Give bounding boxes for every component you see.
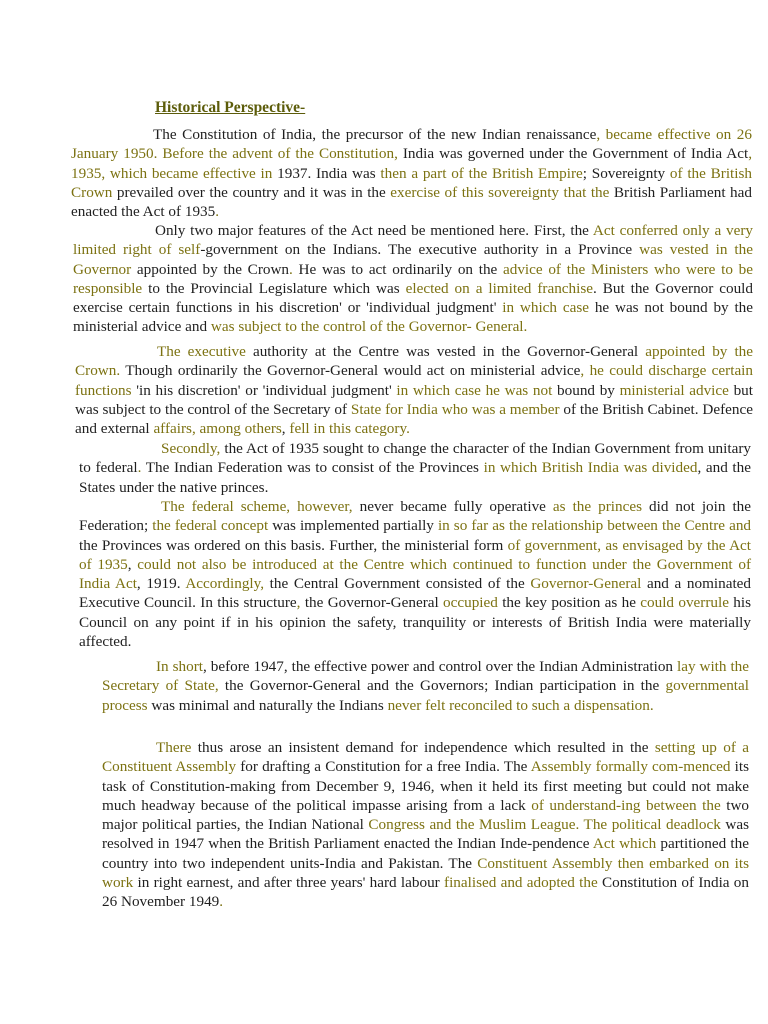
text-run: in which British India was divided xyxy=(483,459,698,477)
text-run: , he could discharge certain functions xyxy=(75,362,753,399)
text-run: , before 1947, the effective power and control over the Indian Administration xyxy=(202,658,677,675)
text-run: ministerial advice xyxy=(619,381,734,399)
text-run: in right earnest, and after three years' hard labour xyxy=(137,874,445,892)
text-run: for drafting a Constitution for a free India. The xyxy=(240,758,531,776)
text-run: the key position as he xyxy=(502,594,641,612)
text-run: State for India who was a member xyxy=(350,400,564,418)
text-run: governmental process xyxy=(102,677,749,714)
text-run: The executive xyxy=(157,343,253,360)
text-run: setting up of a Constituent Assembly xyxy=(102,739,750,776)
text-run: prevailed over the country and it was in the xyxy=(116,183,391,201)
text-run: ; Sovereignty xyxy=(582,164,670,182)
text-run: as the princes xyxy=(552,498,649,515)
text-run: the Provinces was ordered on this basis. Further, the ministerial form xyxy=(79,536,508,554)
text-run: India was governed under the Government of India Act xyxy=(397,145,749,163)
text-run: authority at the Centre was vested in the Governor-General xyxy=(252,343,646,360)
text-run: , became effective on 26 January 1950. Before the advent of the Constitution, xyxy=(71,126,752,163)
text-run: 'in his discretion' or 'individual judgment' xyxy=(136,381,397,399)
section-heading: Historical Perspective- xyxy=(155,99,306,116)
text-run: Congress and the Muslim League. The political deadlock xyxy=(368,816,726,834)
text-run: his Council on any point if in his opinion the safety, tranquility or interests of British India were materially affected. xyxy=(79,594,752,651)
text-run: Act conferred only a very limited right of self xyxy=(73,222,753,259)
text-run: appointed by the Crown xyxy=(136,260,290,278)
text-run: , xyxy=(127,555,138,573)
text-run: occupied xyxy=(443,594,503,612)
text-run: two major political parties, the Indian National xyxy=(102,796,749,834)
text-run: but was subject to the control of the Secretary of xyxy=(75,381,753,418)
text-run: bound by xyxy=(557,381,620,399)
text-run: and a nominated Executive Council. In this structure xyxy=(79,575,751,612)
text-run: . xyxy=(215,203,220,221)
text-run: he was not bound by the ministerial advice and xyxy=(73,299,754,336)
text-run: . xyxy=(219,893,224,911)
text-run: 1937. India was xyxy=(277,164,381,182)
text-run: Constituent Assembly then embarked on its work xyxy=(102,854,749,892)
paragraph-constituent-assembly xyxy=(102,738,749,912)
text-run: . xyxy=(289,260,299,278)
paragraph-federal-scheme xyxy=(79,497,751,651)
text-run: exercise of this sovereignty that the xyxy=(390,183,614,201)
text-run: was implemented partially xyxy=(272,517,438,535)
text-run: the Act of 1935 sought to change the character of the Indian Government from unitary to federal xyxy=(79,440,751,477)
text-run: its task of Constitution-making from December 9, 1946, when it held its first meeting but could not make much headway because of the political impasse arising from a lack xyxy=(102,758,749,814)
text-run: Act which xyxy=(592,835,661,853)
text-run: the Governor-General and the Governors; Indian participation in the xyxy=(224,677,666,695)
text-run: . But the Governor could exercise certain functions in his discretion' or 'individual judgment' xyxy=(73,279,753,317)
text-run: Constitution of India on 26 November 1949 xyxy=(102,874,749,911)
text-run: The Indian Federation was to consist of the Provinces xyxy=(145,459,484,477)
text-run: finalised and adopted the xyxy=(444,874,602,892)
text-run: in which case xyxy=(502,299,595,317)
text-run: . xyxy=(137,459,146,477)
paragraph-in-short xyxy=(102,657,749,715)
text-run: never felt reconciled to such a dispensation. xyxy=(387,696,654,714)
text-run: could not also be introduced at the Centre which continued to function under the Government of India Act xyxy=(79,555,752,593)
text-run: in so far as the relationship between the Centre and xyxy=(437,517,752,535)
paragraph-federal-change xyxy=(79,439,751,497)
text-run: never became fully operative xyxy=(359,498,553,515)
text-run: to the Provincial Legislature which was xyxy=(148,279,406,297)
text-run: , and the States under the native princes. xyxy=(79,459,751,496)
text-run: of the British Crown xyxy=(71,164,752,201)
text-run: -government on the Indians. The executive authority in a Province xyxy=(200,241,640,259)
text-run: was resolved in 1947 when the British Parliament enacted the Indian Inde-pendence xyxy=(102,816,750,853)
text-run: appointed by the Crown. xyxy=(75,343,754,380)
text-run: He was to act ordinarily on the xyxy=(298,260,503,278)
text-run: could overrule xyxy=(640,594,734,612)
text-run: the Central Government consisted of the xyxy=(269,575,531,593)
paragraph-centre-authority xyxy=(75,342,753,438)
text-run: partitioned the country into two independent units-India and Pakistan. The xyxy=(102,835,749,872)
text-run: , 1919. xyxy=(136,575,186,593)
text-run: Only two major features of the Act need be mentioned here. First, the xyxy=(155,222,593,239)
text-run: the Governor-General xyxy=(304,594,444,612)
text-run: The Constitution of India, the precursor of the new Indian renaissance xyxy=(153,126,597,143)
text-run: In short xyxy=(156,658,203,675)
text-run: Assembly formally com-menced xyxy=(530,758,735,776)
text-run: elected on a limited franchise xyxy=(405,279,593,297)
text-run: There xyxy=(156,739,198,756)
text-run: Though ordinarily the Governor-General would act on ministerial advice xyxy=(120,362,581,380)
text-run: the federal concept xyxy=(152,517,273,535)
text-run: did not join the Federation; xyxy=(79,498,752,535)
text-run: was vested in the Governor xyxy=(73,241,753,278)
text-run: Governor-General xyxy=(530,575,647,593)
text-run: lay with the Secretary of State, xyxy=(102,658,750,695)
text-run: was subject to the control of the Governor- General. xyxy=(210,318,528,336)
text-run: The federal scheme, however, xyxy=(161,498,360,515)
text-run: in which case he was not xyxy=(396,381,558,399)
paragraph-act-features xyxy=(73,221,753,337)
text-run: affairs, among others xyxy=(153,420,282,438)
text-run: thus arose an insistent demand for independence which resulted in the xyxy=(197,739,655,756)
text-run: fell in this category. xyxy=(289,420,410,438)
text-run: British Parliament had enacted the Act of 1935 xyxy=(71,183,752,221)
text-run: advice of the Ministers who were to be responsible xyxy=(73,260,753,297)
text-run: Secondly, xyxy=(161,440,225,457)
text-run: , xyxy=(296,594,305,612)
text-run: of understand-ing between the xyxy=(531,796,727,814)
text-run: of government, as envisaged by the Act of 1935 xyxy=(79,536,751,573)
text-run: Accordingly, xyxy=(185,575,270,593)
text-run: , 1935, which became effective in xyxy=(71,145,752,182)
paragraph-constitution-intro xyxy=(71,125,752,221)
text-run: of the British Cabinet. Defence and external xyxy=(75,400,753,438)
text-run: then a part of the British Empire xyxy=(380,164,583,182)
text-run: was minimal and naturally the Indians xyxy=(151,696,388,714)
text-run: , xyxy=(281,420,290,438)
